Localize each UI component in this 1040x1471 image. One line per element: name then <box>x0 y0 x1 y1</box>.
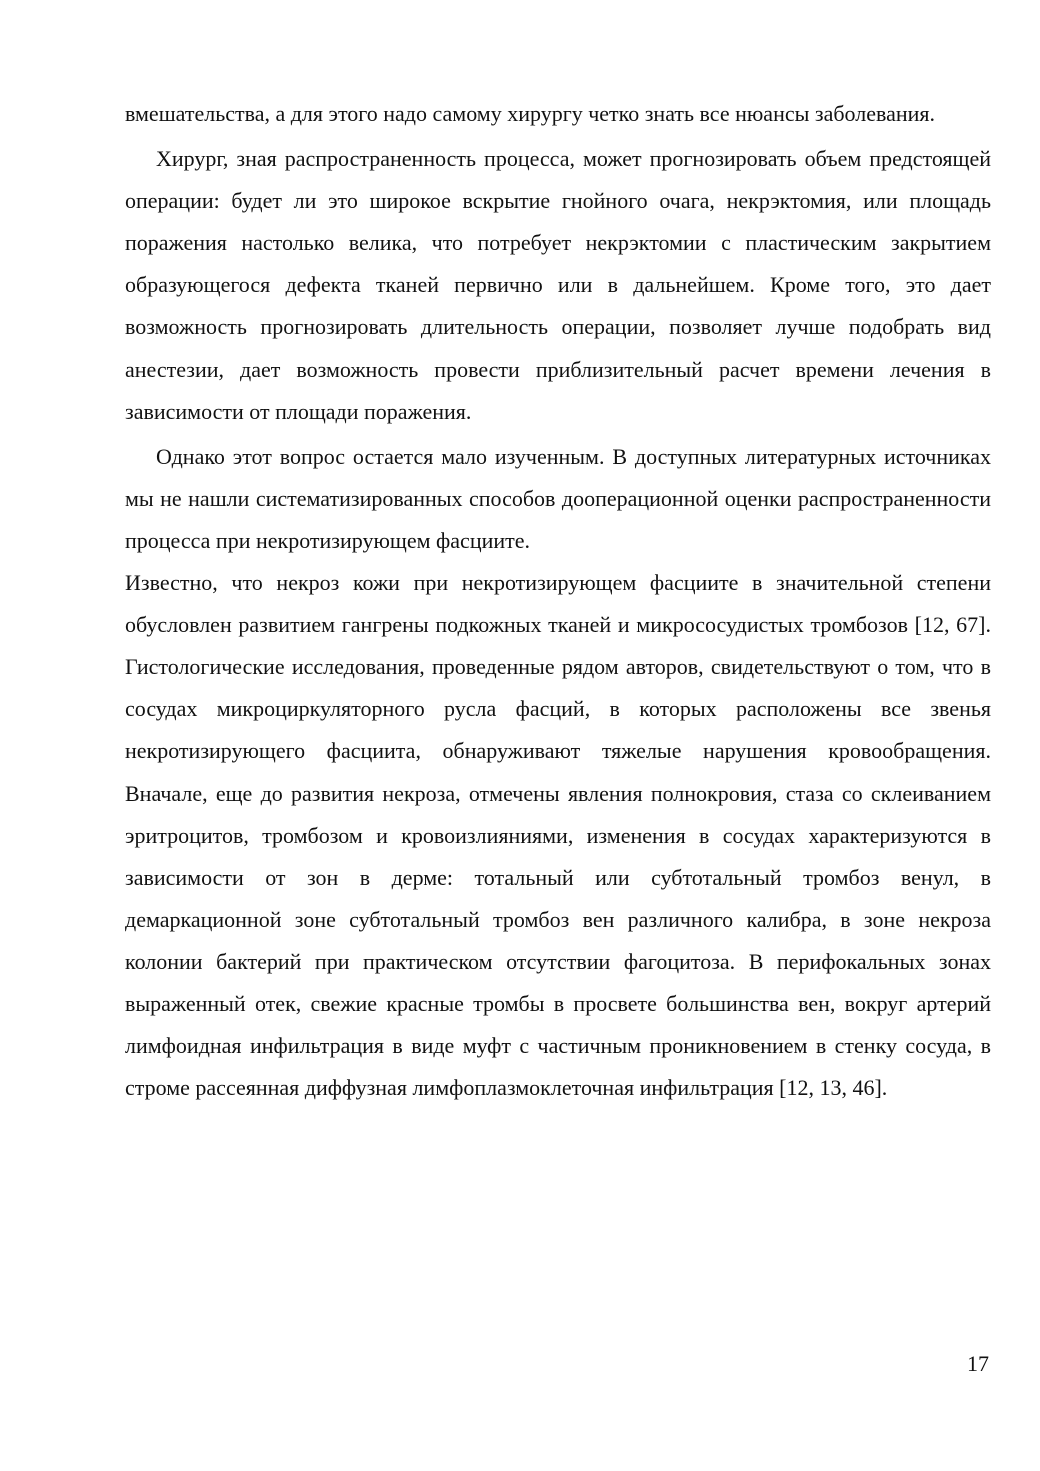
paragraph-research-gap: Однако этот вопрос остается мало изученным. В доступных литературных источниках мы не нашли систематизированных способов дооперационной оценки распространенности процесса при некротизирующем фасциите. <box>125 443 991 553</box>
page-number: 17 <box>967 1351 989 1376</box>
body-text <box>125 93 991 1109</box>
paragraph-continuation: вмешательства, а для этого надо самому хирургу четко знать все нюансы заболевания. <box>125 101 936 126</box>
paragraph-histology: Известно, что некроз кожи при некротизирующем фасциите в значительной степени обусловлен развитием гангрены подкожных тканей и микрососудистых тромбозов [12, 67]. Гистологические исследования, проведенные рядом авторов, свидетельствуют о том, что в сосудах микроциркуляторного русла фасций, в которых расположены все звенья некротизирующего фасциита, обнаруживают тяжелые нарушения кровообращения. Вначале, еще до развития некроза, отмечены явления полнокровия, стаза со склеиванием эритроцитов, тромбозом и кровоизлияниями, изменения в сосудах характеризуются в зависимости от зон в дерме: тотальный или субтотальный тромбоз венул, в демаркационной зоне субтотальный тромбоз вен различного калибра, в зоне некроза колонии бактерий при практическом отсутствии фагоцитоза. В перифокальных зонах выраженный отек, свежие красные тромбы в просвете большинства вен, вокруг артерий лимфоидная инфильтрация в виде муфт с частичным проникновением в стенку сосуда, в строме рассеянная диффузная лимфоплазмоклеточная инфильтрация [12, 13, 46]. <box>125 570 991 1101</box>
paragraph-surgeon-prognosis: Хирург, зная распространенность процесса, может прогнозировать объем предстоящей операции: будет ли это широкое вскрытие гнойного очага, некрэктомия, или площадь поражения настолько велика, что потребует некрэктомии с пластическим закрытием образующегося дефекта тканей первично или в дальнейшем. Кроме того, это дает возможность прогнозировать длительность операции, позволяет лучше подобрать вид анестезии, дает возможность провести приблизительный расчет времени лечения в зависимости от площади поражения. <box>125 146 991 424</box>
